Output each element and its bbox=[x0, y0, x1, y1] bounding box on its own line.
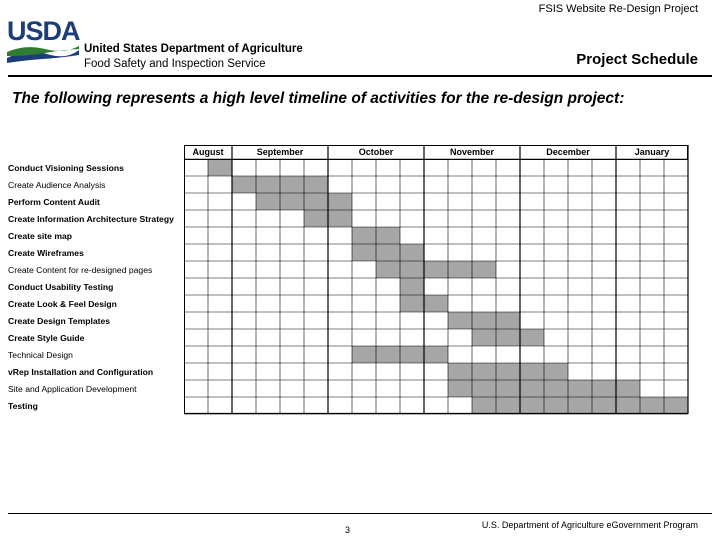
page-title: Project Schedule bbox=[576, 51, 698, 68]
task-label: Technical Design bbox=[8, 350, 73, 360]
task-bar-cell bbox=[352, 227, 376, 244]
task-bar-cell bbox=[496, 397, 520, 414]
task-bar-cell bbox=[544, 363, 568, 380]
task-bar-cell bbox=[592, 380, 616, 397]
task-bar-cell bbox=[376, 261, 400, 278]
footer-divider bbox=[8, 513, 712, 514]
intro-text: The following represents a high level timeline of activities for the re-design project: bbox=[12, 90, 625, 107]
task-bar-cell bbox=[400, 261, 424, 278]
task-bar-cell bbox=[376, 346, 400, 363]
usda-logo bbox=[7, 16, 79, 68]
task-bar-cell bbox=[472, 329, 496, 346]
task-bar-cell bbox=[376, 227, 400, 244]
task-bar-cell bbox=[448, 380, 472, 397]
task-bar-cell bbox=[496, 380, 520, 397]
month-label: November bbox=[449, 147, 494, 157]
task-bar-cell bbox=[304, 210, 328, 227]
task-bar-cell bbox=[232, 176, 256, 193]
task-bar-cell bbox=[328, 210, 352, 227]
task-bar-cell bbox=[472, 397, 496, 414]
task-bar-cell bbox=[496, 329, 520, 346]
task-bar-cell bbox=[424, 346, 448, 363]
task-label: Create Style Guide bbox=[8, 333, 85, 343]
task-bar-cell bbox=[352, 346, 376, 363]
task-bar-cell bbox=[448, 261, 472, 278]
task-bar-cell bbox=[400, 295, 424, 312]
page-number: 3 bbox=[345, 525, 351, 535]
task-label: Create Wireframes bbox=[8, 248, 84, 258]
task-bar-cell bbox=[544, 397, 568, 414]
task-bar-cell bbox=[424, 295, 448, 312]
footer-text: U.S. Department of Agriculture eGovernment Program bbox=[481, 520, 698, 530]
task-bar-cell bbox=[280, 176, 304, 193]
task-label: Create Content for re-designed pages bbox=[8, 265, 153, 275]
task-bar-cell bbox=[304, 193, 328, 210]
task-bar-cell bbox=[520, 380, 544, 397]
task-label: Create site map bbox=[8, 231, 73, 241]
task-bar-cell bbox=[472, 363, 496, 380]
task-bar-cell bbox=[208, 159, 232, 176]
task-bar-cell bbox=[568, 397, 592, 414]
task-bar-cell bbox=[640, 397, 664, 414]
task-label: Create Information Architecture Strategy bbox=[8, 214, 174, 224]
task-bar-cell bbox=[520, 397, 544, 414]
task-label: Conduct Visioning Sessions bbox=[8, 163, 124, 173]
agency-name: Food Safety and Inspection Service bbox=[84, 58, 266, 70]
task-bar-cell bbox=[400, 278, 424, 295]
task-bar-cell bbox=[592, 397, 616, 414]
task-bar-cell bbox=[328, 193, 352, 210]
task-bar-cell bbox=[520, 363, 544, 380]
task-label: Conduct Usability Testing bbox=[8, 282, 114, 292]
task-bar-cell bbox=[472, 380, 496, 397]
task-bar-cell bbox=[400, 346, 424, 363]
logo-landscape-icon bbox=[7, 44, 79, 64]
task-label: vRep Installation and Configuration bbox=[8, 367, 154, 377]
task-bar-cell bbox=[616, 397, 640, 414]
task-bar-cell bbox=[520, 329, 544, 346]
month-label: October bbox=[358, 147, 394, 157]
task-bar-cell bbox=[400, 244, 424, 261]
header-divider bbox=[8, 75, 712, 77]
task-bar-cell bbox=[544, 380, 568, 397]
task-bar-cell bbox=[568, 380, 592, 397]
task-label: Perform Content Audit bbox=[8, 197, 100, 207]
task-bar-cell bbox=[256, 193, 280, 210]
task-bar-cell bbox=[448, 312, 472, 329]
task-bar-cell bbox=[280, 193, 304, 210]
project-name: FSIS Website Re-Design Project bbox=[538, 3, 698, 15]
task-label: Create Design Templates bbox=[8, 316, 111, 326]
department-name: United States Department of Agriculture bbox=[84, 43, 303, 55]
task-bar-cell bbox=[424, 261, 448, 278]
month-label: September bbox=[256, 147, 304, 157]
task-label: Create Audience Analysis bbox=[8, 180, 106, 190]
task-bar-cell bbox=[472, 312, 496, 329]
task-bar-cell bbox=[496, 363, 520, 380]
task-label: Site and Application Development bbox=[8, 384, 137, 394]
task-bar-cell bbox=[352, 244, 376, 261]
task-bar-cell bbox=[376, 244, 400, 261]
task-bar-cell bbox=[304, 176, 328, 193]
task-label: Create Look & Feel Design bbox=[8, 299, 117, 309]
task-bar-cell bbox=[448, 363, 472, 380]
month-label: December bbox=[546, 147, 590, 157]
gantt-grid bbox=[184, 145, 689, 417]
logo-text: USDA bbox=[7, 16, 80, 46]
month-label: January bbox=[634, 147, 670, 157]
task-bar-cell bbox=[496, 312, 520, 329]
month-label: August bbox=[192, 147, 224, 157]
task-bar-cell bbox=[616, 380, 640, 397]
task-bar-cell bbox=[256, 176, 280, 193]
task-bar-cell bbox=[472, 261, 496, 278]
task-label: Testing bbox=[8, 401, 38, 411]
task-bar-cell bbox=[664, 397, 688, 414]
